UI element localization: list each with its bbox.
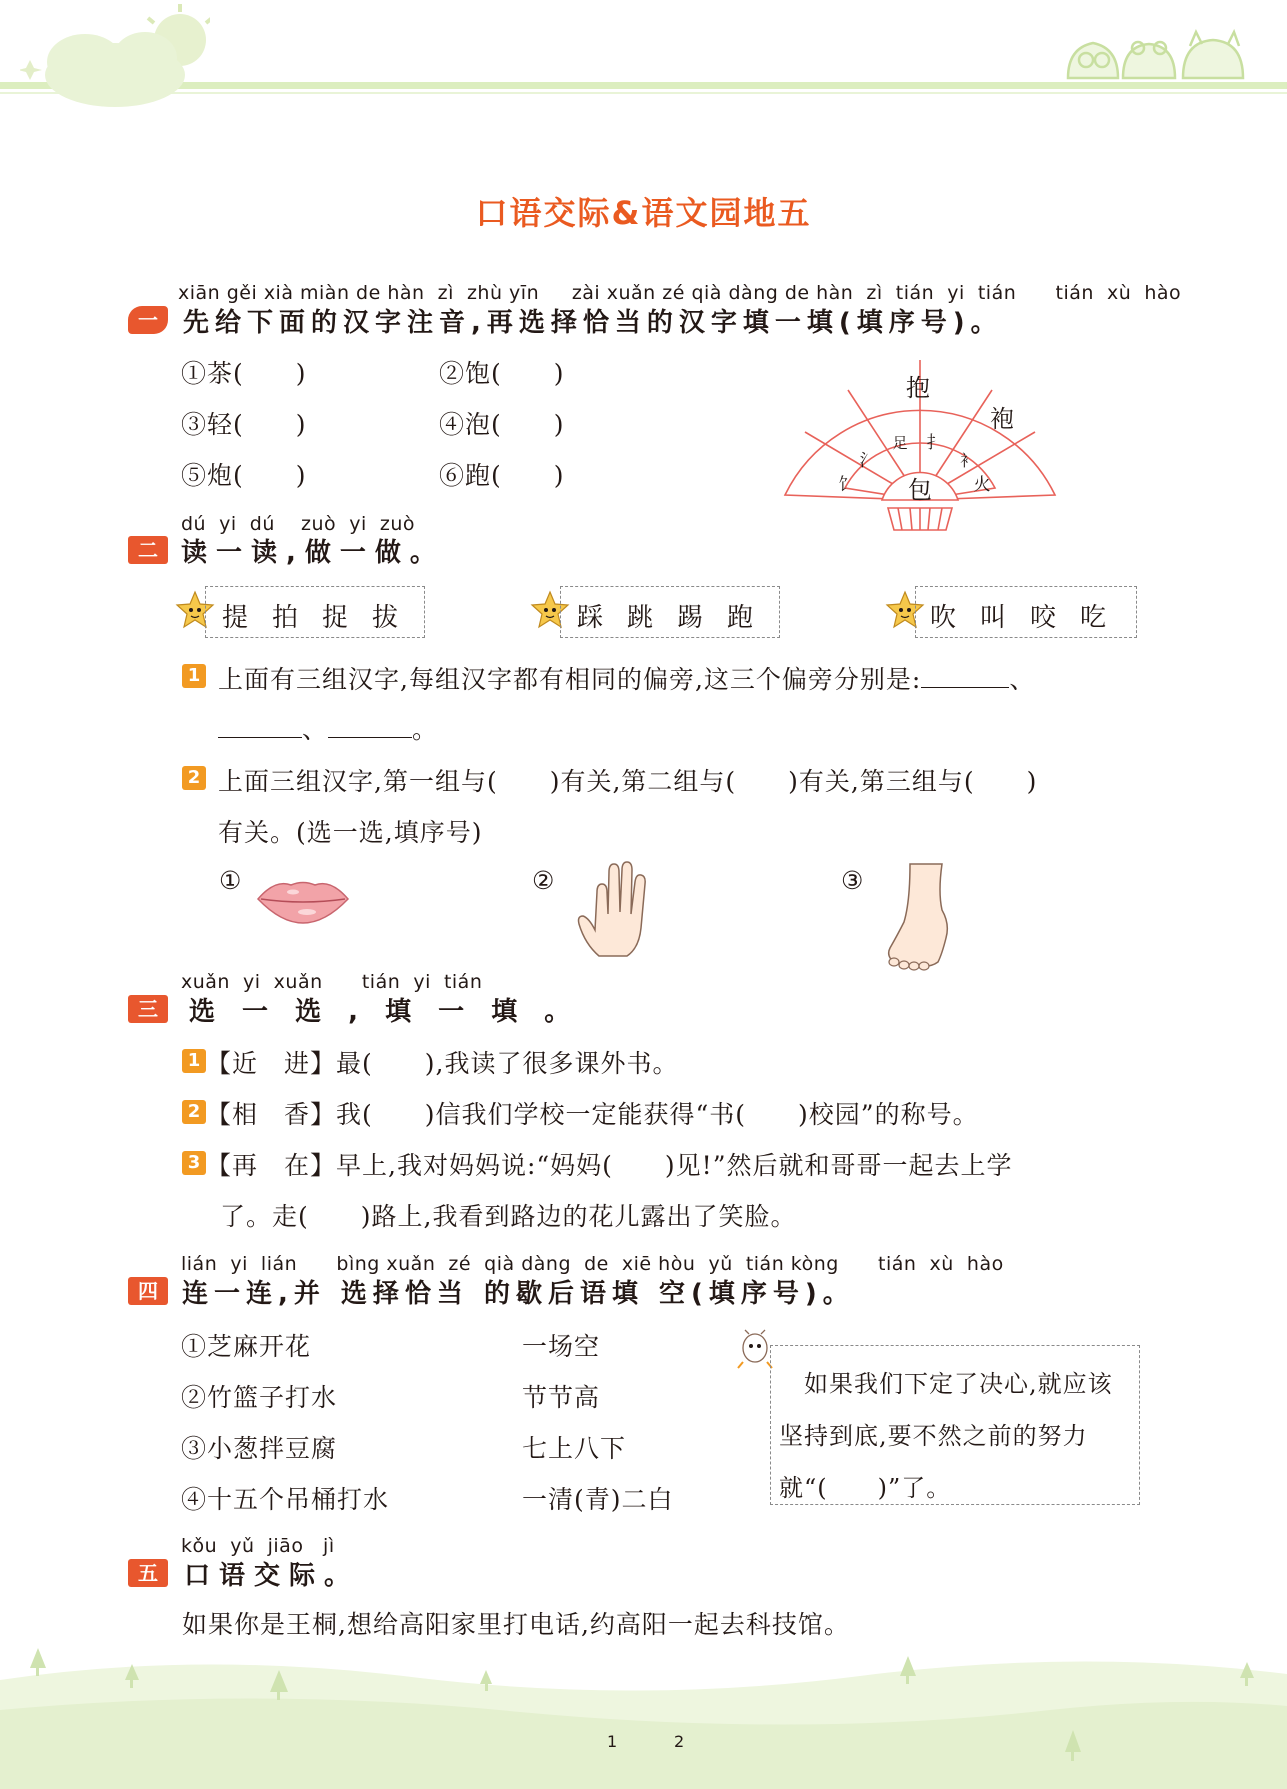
answer-blank[interactable] (218, 718, 302, 738)
cloud-sun-icon (20, 0, 210, 115)
lips-icon (255, 875, 351, 927)
page-number-right: 2 (674, 1732, 685, 1751)
match-right-4[interactable]: 一清(青)二白 (522, 1485, 674, 1514)
match-left-2[interactable]: ②竹篮子打水 (181, 1383, 338, 1412)
section3-q1-text: 【近 进】最( ),我读了很多课外书。 (206, 1049, 679, 1078)
section4-badge: 四 (128, 1277, 168, 1305)
section2-q2-cont: 有关。(选一选,填序号) (218, 818, 483, 847)
fan-char-2: 袍 (990, 405, 1014, 433)
fan-char-7: 饣 (838, 475, 856, 495)
section3-heading: 选 一 选 , 填 一 填 。 (189, 997, 580, 1027)
section3-q3-cont: 了。走( )路上,我看到路边的花儿露出了笑脸。 (220, 1202, 797, 1231)
char-item-5: ⑤炮( ) (181, 461, 307, 490)
match-left-4[interactable]: ④十五个吊桶打水 (181, 1485, 390, 1514)
question-number-badge: 2 (182, 766, 206, 790)
foot-icon (880, 862, 960, 972)
question-number-badge: 3 (182, 1151, 206, 1175)
section1-pinyin: xiān gěi xià miàn de hàn zì zhù yīn zài xuǎn zé qià dàng de hàn zì tián yi tián tián xù hào (178, 282, 1182, 304)
word-group-2: 踩跳踢跑 (577, 603, 778, 633)
section2-pinyin: dú yi dú zuò yi zuò (181, 513, 416, 535)
section2-q2-text: 上面三组汉字,第一组与( )有关,第二组与( )有关,第三组与( ) (218, 767, 1038, 796)
section1-heading: 先给下面的汉字注音,再选择恰当的汉字填一填(填序号)。 (183, 308, 1003, 338)
fan-char-4: 扌 (926, 433, 944, 453)
match-left-3[interactable]: ③小葱拌豆腐 (181, 1434, 338, 1463)
match-right-2[interactable]: 节节高 (522, 1383, 601, 1412)
section3-q3-text: 【再 在】早上,我对妈妈说:“妈妈( )见!”然后就和哥哥一起去上学 (206, 1151, 1013, 1180)
match-left-1[interactable]: ①芝麻开花 (181, 1332, 312, 1361)
mascot-icon (735, 1328, 775, 1378)
section2-badge: 二 (128, 536, 168, 564)
match-right-3[interactable]: 七上八下 (522, 1434, 627, 1463)
fan-char-1: 抱 (906, 374, 930, 402)
fan-char-6: 氵 (859, 451, 877, 471)
char-item-2: ②饱( ) (439, 359, 565, 388)
tip-text: 如果我们下定了决心,就应该坚持到底,要不然之前的努力就“( )”了。 (779, 1370, 1113, 1502)
section4-heading: 连一连,并 选择恰当 的歇后语填 空(填序号)。 (182, 1279, 855, 1309)
word-group-1: 提拍捉拔 (222, 603, 423, 633)
section2-heading: 读一读,做一做。 (181, 538, 445, 568)
tip-box (770, 1345, 1140, 1505)
fan-char-5: 衤 (959, 451, 977, 470)
question-number-badge: 1 (182, 664, 206, 688)
option-1-label: ① (219, 866, 243, 895)
question-number-badge: 2 (182, 1100, 206, 1124)
section5-pinyin: kǒu yǔ jiāo jì (181, 1535, 335, 1557)
char-item-4: ④泡( ) (439, 410, 565, 439)
section3-badge: 三 (128, 995, 168, 1023)
hand-icon (575, 858, 655, 958)
char-item-1: ①茶( ) (181, 359, 307, 388)
fan-char-8: 火 (973, 475, 991, 495)
char-item-6: ⑥跑( ) (439, 461, 565, 490)
section5-heading: 口语交际。 (184, 1561, 360, 1591)
section3-q2-text: 【相 香】我( )信我们学校一定能获得“书( )校园”的称号。 (206, 1100, 979, 1129)
section3-pinyin: xuǎn yi xuǎn tián yi tián (181, 971, 483, 993)
fan-diagram (770, 360, 1070, 535)
animal-friends-icon (1058, 18, 1253, 86)
option-2-label: ② (532, 866, 556, 895)
section5-text: 如果你是王桐,想给高阳家里打电话,约高阳一起去科技馆。 (182, 1610, 850, 1639)
section2-q1-text: 上面有三组汉字,每组汉字都有相同的偏旁,这三个偏旁分别是: 、 (218, 665, 1036, 694)
char-item-3: ③轻( ) (181, 410, 307, 439)
page-number-left: 1 (607, 1732, 618, 1751)
section5-badge: 五 (128, 1559, 168, 1587)
question-number-badge: 1 (182, 1049, 206, 1073)
fan-char-3: 足 (892, 434, 908, 452)
section1-badge: 一 (128, 306, 168, 334)
fan-center-char: 包 (908, 476, 932, 504)
page-title: 口语交际&语文园地五 (475, 194, 812, 232)
answer-blank[interactable] (921, 668, 1009, 688)
section4-pinyin: lián yi lián bìng xuǎn zé qià dàng de xiē hòu yǔ tián kòng tián xù hào (181, 1253, 1004, 1275)
footer-landscape (0, 1640, 1287, 1789)
section2-q1-cont: 、 。 (218, 710, 438, 746)
answer-blank[interactable] (328, 718, 412, 738)
option-3-label: ③ (841, 866, 865, 895)
match-right-1[interactable]: 一场空 (522, 1332, 601, 1361)
word-group-3: 吹叫咬吃 (930, 603, 1131, 633)
